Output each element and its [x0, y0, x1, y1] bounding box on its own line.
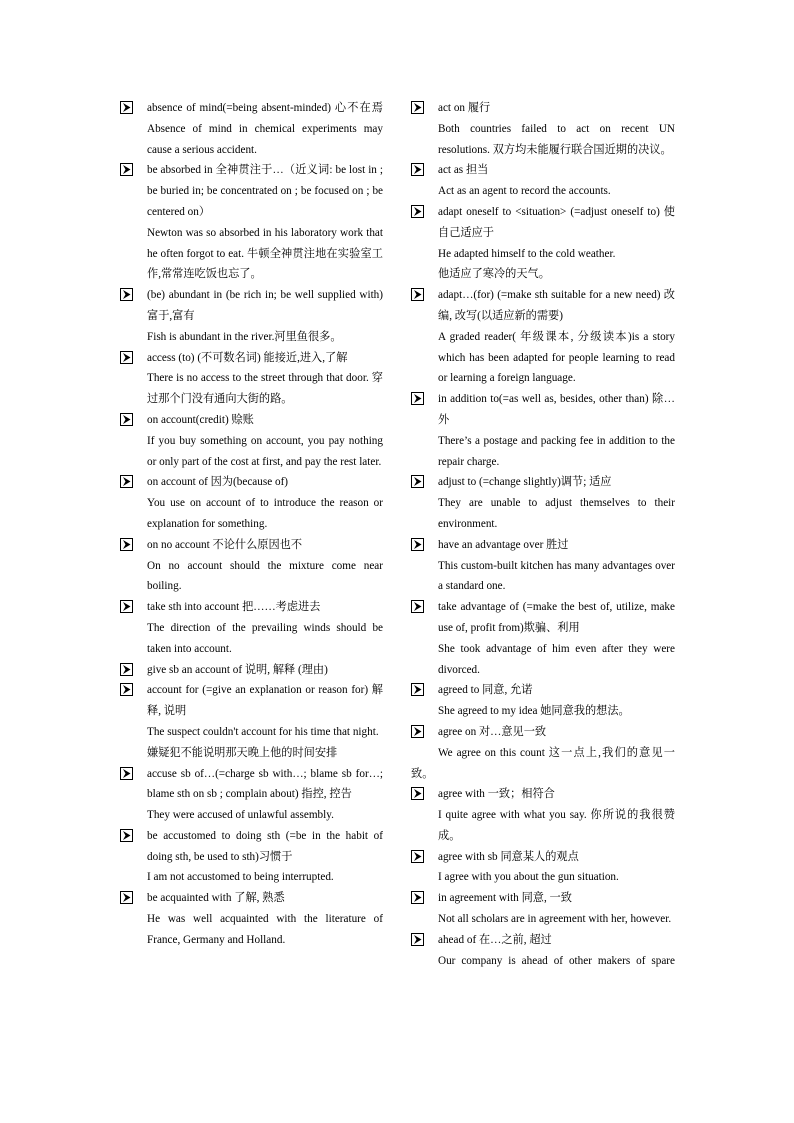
- arrow-bullet-icon: [411, 538, 424, 551]
- example: This custom-built kitchen has many advantages over a standard one.: [438, 559, 675, 593]
- entry-give-account: [120, 660, 383, 681]
- arrow-bullet-icon: [120, 163, 133, 176]
- arrow-bullet-icon: [120, 767, 133, 780]
- arrow-bullet-icon: [120, 600, 133, 613]
- headword: act on 履行: [438, 102, 491, 114]
- example: She agreed to my idea 她同意我的想法。: [438, 705, 630, 718]
- example: She took advantage of him even after they were divorced.: [438, 642, 675, 676]
- arrow-bullet-icon: [411, 205, 424, 218]
- entry-accuse-of: [120, 764, 383, 826]
- arrow-bullet-icon: [120, 288, 133, 301]
- headword: accuse sb of…(=charge sb with…; blame sb for…; blame sth on sb ; complain about) 指控, 控告: [147, 767, 383, 801]
- headword: agree with 一致；相符合: [438, 788, 555, 801]
- entry-have-advantage-over: [411, 535, 675, 597]
- example: Our company is ahead of other makers of spare: [438, 954, 675, 967]
- entry-absence-of-mind: [120, 98, 383, 160]
- example: On no account should the mixture come near boiling.: [147, 559, 383, 593]
- arrow-bullet-icon: [120, 475, 133, 488]
- headword: absence of mind(=being absent-minded) 心不在焉 Absence of mind in chemical experiments may cause a serious accident.: [147, 102, 383, 156]
- example: Fish is abundant in the river.河里鱼很多。: [147, 330, 342, 343]
- headword: on account(credit) 赊账: [147, 413, 254, 426]
- entry-agreed-to: [411, 680, 675, 722]
- example: There’s a postage and packing fee in addition to the repair charge.: [438, 434, 675, 468]
- headword: take sth into account 把……考虑进去: [147, 601, 321, 614]
- example: If you buy something on account, you pay nothing or only part of the cost at first, and pay the rest later.: [147, 434, 383, 468]
- arrow-bullet-icon: [411, 392, 424, 405]
- headword: give sb an account of 说明, 解释 (理由): [147, 663, 328, 676]
- example: A graded reader( 年级课本, 分级读本)is a story which has been adapted for people learning to read or learning a foreign language.: [438, 330, 675, 385]
- entry-account-for: [120, 680, 383, 763]
- entry-be-abundant-in: [120, 285, 383, 347]
- arrow-bullet-icon: [411, 933, 424, 946]
- entry-adapt-oneself-to: [411, 202, 675, 285]
- headword: in agreement with 同意, 一致: [438, 892, 572, 905]
- arrow-bullet-icon: [411, 101, 424, 114]
- example-translation: 嫌疑犯不能说明那天晚上他的时间安排: [147, 746, 338, 759]
- arrow-bullet-icon: [411, 787, 424, 800]
- headword: be accustomed to doing sth (=be in the habit of doing sth, be used to sth)习惯于: [147, 829, 383, 863]
- entry-ahead-of: [411, 930, 675, 972]
- example: I am not accustomed to being interrupted.: [147, 871, 334, 884]
- entry-take-advantage-of: [411, 597, 675, 680]
- headword: on no account 不论什么原因也不: [147, 538, 303, 551]
- headword: agree with sb 同意某人的观点: [438, 850, 579, 863]
- headword: adapt oneself to <situation> (=adjust oneself to) 使自己适应于: [438, 205, 675, 239]
- arrow-bullet-icon: [411, 725, 424, 738]
- arrow-bullet-icon: [411, 683, 424, 696]
- entry-act-on: [411, 98, 675, 160]
- entry-take-into-account: [120, 597, 383, 659]
- entry-agree-on: [411, 722, 675, 784]
- arrow-bullet-icon: [120, 663, 133, 676]
- entry-adjust-to: [411, 472, 675, 534]
- headword: agree on 对…意见一致: [438, 725, 547, 738]
- example: Act as an agent to record the accounts.: [438, 185, 611, 198]
- entry-access: [120, 348, 383, 410]
- headword: act as 担当: [438, 164, 489, 177]
- arrow-bullet-icon: [120, 829, 133, 842]
- entry-agree-with: [411, 784, 675, 846]
- example-translation: 他适应了寒冷的天气。: [438, 268, 550, 281]
- example: I agree with you about the gun situation.: [438, 871, 619, 884]
- entry-be-accustomed-to: [120, 826, 383, 888]
- right-column: [411, 98, 675, 971]
- headword: be absorbed in 全神贯注于…（近义词: be lost in ; be buried in; be concentrated on ; be focused on ; be centered on）: [147, 164, 383, 218]
- entry-be-acquainted-with: [120, 888, 383, 950]
- entry-act-as: [411, 160, 675, 202]
- example: He adapted himself to the cold weather.: [438, 247, 616, 260]
- example: The direction of the prevailing winds should be taken into account.: [147, 621, 383, 655]
- example: He was well acquainted with the literature of France, Germany and Holland.: [147, 913, 383, 946]
- arrow-bullet-icon: [120, 538, 133, 551]
- left-column: [120, 98, 383, 951]
- arrow-bullet-icon: [120, 351, 133, 364]
- example: They are unable to adjust themselves to their environment.: [438, 497, 675, 530]
- entry-on-account: [120, 410, 383, 472]
- example: Newton was so absorbed in his laboratory work that he often forgot to eat. 牛顿全神贯注地在实验室工作,常常连吃饭也忘了。: [147, 226, 383, 281]
- headword: (be) abundant in (be rich in; be well supplied with) 富于,富有: [147, 289, 383, 322]
- headword: be acquainted with 了解, 熟悉: [147, 892, 285, 905]
- example: You use on account of to introduce the reason or explanation for something.: [147, 497, 383, 530]
- arrow-bullet-icon: [411, 288, 424, 301]
- headword: take advantage of (=make the best of, utilize, make use of, profit from)欺骗、利用: [438, 601, 675, 634]
- entry-agree-with-sb: [411, 847, 675, 889]
- headword: have an advantage over 胜过: [438, 538, 569, 551]
- example: I quite agree with what you say. 你所说的我很赞成。: [438, 809, 675, 842]
- entry-on-no-account: [120, 535, 383, 597]
- arrow-bullet-icon: [120, 101, 133, 114]
- example: Not all scholars are in agreement with her, however.: [438, 913, 672, 926]
- headword: on account of 因为(because of): [147, 476, 289, 489]
- entry-adapt-for: [411, 285, 675, 389]
- entry-on-account-of: [120, 472, 383, 534]
- example: There is no access to the street through that door. 穿过那个门没有通向大街的路。: [147, 372, 383, 406]
- headword: access (to) (不可数名词) 能接近,进入,了解: [147, 351, 348, 364]
- headword: in addition to(=as well as, besides, other than) 除…外: [438, 393, 675, 426]
- headword: account for (=give an explanation or reason for) 解释, 说明: [147, 684, 383, 718]
- entry-in-addition-to: [411, 389, 675, 472]
- arrow-bullet-icon: [411, 475, 424, 488]
- arrow-bullet-icon: [411, 163, 424, 176]
- arrow-bullet-icon: [120, 891, 133, 904]
- example: Both countries failed to act on recent UN resolutions. 双方均未能履行联合国近期的决议。: [438, 122, 675, 156]
- example: They were accused of unlawful assembly.: [147, 809, 334, 822]
- arrow-bullet-icon: [120, 413, 133, 426]
- arrow-bullet-icon: [411, 850, 424, 863]
- headword: ahead of 在…之前, 超过: [438, 933, 552, 946]
- headword: adapt…(for) (=make sth suitable for a new need) 改编, 改写(以适应新的需要): [438, 289, 675, 322]
- example: We agree on this count 这一点上,我们的意见一致。: [411, 746, 675, 780]
- arrow-bullet-icon: [120, 683, 133, 696]
- arrow-bullet-icon: [411, 891, 424, 904]
- example: The suspect couldn't account for his time that night.: [147, 725, 379, 738]
- entry-in-agreement-with: [411, 888, 675, 930]
- headword: agreed to 同意, 允诺: [438, 684, 533, 697]
- headword: adjust to (=change slightly)调节; 适应: [438, 476, 612, 489]
- arrow-bullet-icon: [411, 600, 424, 613]
- entry-be-absorbed-in: [120, 160, 383, 285]
